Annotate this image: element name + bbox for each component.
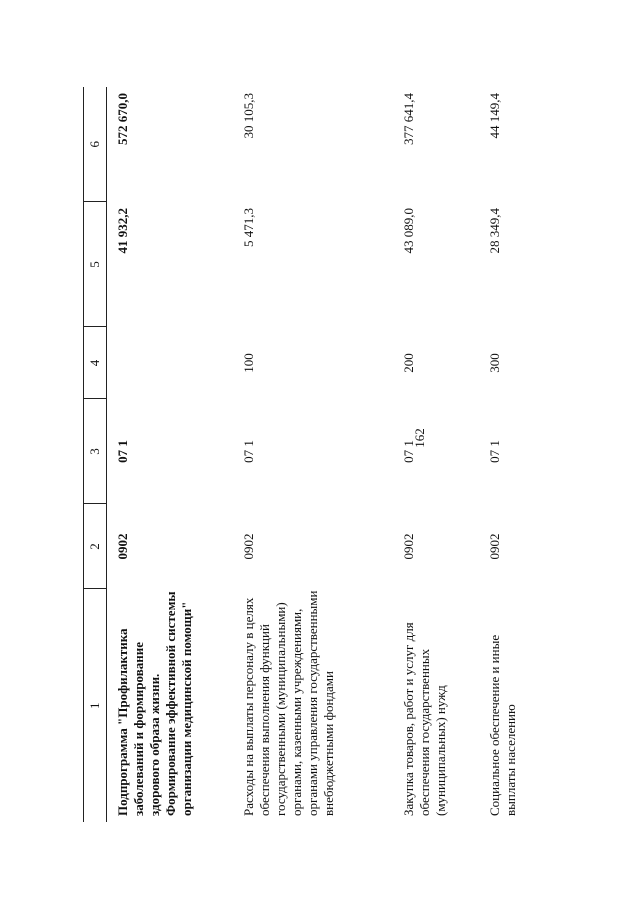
table-header-row <box>84 87 107 822</box>
row-section-code: 0902 <box>487 533 502 560</box>
row-name: Расходы на выплаты персоналу в целях обеспечения выполнения функций государственными (муниципальными) органами, казенными учреждениями, органами управления государственными внебюджетными фондами <box>241 590 336 816</box>
column-header-3: 3 <box>84 399 107 504</box>
row-amount-col5: 5 471,3 <box>241 208 256 247</box>
row-amount-col5: 41 932,2 <box>115 208 130 254</box>
row-amount-col6: 44 149,4 <box>487 93 502 139</box>
row-amount-col5: 43 089,0 <box>401 208 416 254</box>
table-row-social <box>479 87 535 822</box>
column-header-4: 4 <box>84 327 107 399</box>
row-section-code: 0902 <box>241 533 256 560</box>
row-name: Социальное обеспечение и иные выплаты населению <box>487 634 518 816</box>
row-amount-col6: 572 670,0 <box>115 93 130 145</box>
row-target-code: 07 1 <box>241 440 256 463</box>
row-target-code: 07 1 <box>401 440 416 463</box>
row-amount-col6: 377 641,4 <box>401 93 416 145</box>
row-name: Подпрограмма "Профилактика заболеваний и формирование здорового образа жизни. Формирование эффективной системы организации медицинской помощи" <box>115 591 194 816</box>
column-header-1: 1 <box>84 589 107 822</box>
row-name: Закупка товаров, работ и услуг для обеспечения государственных (муниципальных) нужд <box>401 622 448 816</box>
row-amount-col5: 28 349,4 <box>487 208 502 254</box>
column-header-2: 2 <box>84 504 107 589</box>
column-header-5: 5 <box>84 202 107 327</box>
table-row-subprogram <box>107 87 234 822</box>
row-section-code: 0902 <box>401 533 416 560</box>
row-expense-type: 200 <box>401 353 416 373</box>
column-header-6: 6 <box>84 87 107 202</box>
table-row-procurement <box>393 87 479 822</box>
table-row-personnel <box>233 87 393 822</box>
row-expense-type: 300 <box>487 353 502 373</box>
row-expense-type <box>107 327 234 399</box>
row-section-code: 0902 <box>115 533 130 560</box>
page-number: 162 <box>412 428 427 448</box>
row-amount-col6: 30 105,3 <box>241 93 256 139</box>
budget-table-container <box>83 87 518 822</box>
budget-table <box>83 87 535 822</box>
row-target-code: 07 1 <box>115 440 130 463</box>
row-target-code: 07 1 <box>487 440 502 463</box>
row-expense-type: 100 <box>241 353 256 373</box>
